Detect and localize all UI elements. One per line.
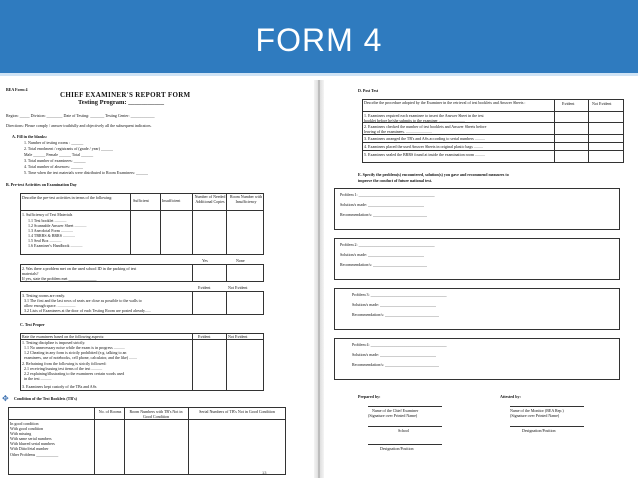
problem-3: Problem 3: ______________________________________: [352, 292, 447, 297]
recommendation-3: Recommendation/s: ___________________________: [352, 312, 439, 317]
post-item: leaving of the examinees. ..........................: [364, 129, 432, 134]
solution-1: Solution/s made: ____________________________: [340, 202, 424, 207]
solution-2: Solution/s made: ____________________________: [340, 252, 424, 257]
test-proper-item: 1.1 No unnecessary noise while the exam is in progress ...........: [24, 345, 125, 350]
blank-4: 4. Total number of absences: ______: [24, 164, 83, 169]
cond-header-serial: Serial Numbers of TB's Not in Good Condition: [199, 409, 275, 414]
blank-1: 1. Number of testing rooms : ______: [24, 140, 84, 145]
problem-q: 2. Was there a problem met on the used school ID in the packing of test: [22, 266, 137, 271]
page-number: 13: [262, 470, 267, 475]
not-evident-header: Not Evident: [228, 285, 248, 290]
solution-3: Solution/s made: ____________________________: [352, 302, 436, 307]
problem-2: Problem 2: ______________________________________: [340, 242, 435, 247]
test-proper-item: in the test ...........: [24, 376, 52, 381]
designation-left: Designation/Position: [380, 446, 414, 451]
post-evident: Evident: [562, 101, 575, 106]
rooms-q: 3. Testing rooms are ready.: [22, 293, 66, 298]
school-label: School: [398, 428, 410, 433]
test-proper-item: 1. Testing discipline is imposed strictly.: [22, 340, 86, 345]
test-proper-item: 2.1 receiving/issuing test items of the test ...........: [24, 366, 103, 371]
pretest-header-copies: Number of Needed Additional Copies: [194, 194, 226, 204]
directions: Directions: Please comply / answer truthfully and objectively all the subsequent indicators.: [6, 123, 152, 128]
test-proper-item: examinees, use of notebooks, cell phone, calculator, and the like) ........: [24, 355, 138, 360]
rooms-q: 3.2 Lists of Examinees at the door of each Testing Room are posted already......: [24, 308, 151, 313]
section-e-cont: improve the conduct of future national test.: [358, 178, 432, 183]
pretest-header-insufficient: Insufficient: [162, 198, 181, 203]
solution-4: Solution/s made: ____________________________: [352, 352, 436, 357]
slide-title: FORM 4: [255, 22, 383, 58]
problem-q: If yes, state the problem met ______________: [22, 276, 97, 281]
blank-5: 5. Time when the test materials were distributed to Room Examiners: ______: [24, 170, 148, 175]
pretest-item: 1.5 Seal Box ............: [28, 238, 62, 243]
section-e: E. Specify the problem(s) encountered, solution(s) you gave and recommend measures to: [358, 172, 509, 177]
section-d: D. Post Test: [358, 88, 379, 93]
post-item: 2. Examiners checked the number of test booklets and Answer Sheets before: [364, 124, 487, 129]
cond-row: In good condition: [10, 421, 39, 426]
test-proper-header: Rate the examinees based on the following aspects:: [22, 334, 105, 339]
post-test-header: Describe the procedure adopted by the Examiner in the retrieval of test booklets and Answer Sheets :: [364, 100, 526, 105]
pretest-item: 1. Sufficiency of Test Materials: [22, 212, 73, 217]
blank-3: 3. Total number of examinees: ______: [24, 158, 86, 163]
tp-not-evident: Not Evident: [228, 334, 248, 339]
post-item: 1. Examiners required each examinee to insert the Answer Sheet in the test: [364, 113, 484, 118]
table-move-handle-icon[interactable]: ✥: [2, 394, 9, 403]
post-item: 5. Examiners sealed the BRRS found at inside the examination room ..........: [364, 152, 486, 157]
form-title: CHIEF EXAMINER'S REPORT FORM: [60, 91, 191, 99]
recommendation-4: Recommendation/s: ___________________________: [352, 362, 439, 367]
monitor-signature: (Signature over Printed Name): [510, 413, 560, 418]
problem-q: materials?: [22, 271, 39, 276]
prepared-by: Prepared by:: [358, 394, 381, 399]
test-proper-item: 1.2 Cheating in any form is strictly prohibited (e.g. talking to an: [24, 350, 127, 355]
problem-4: Problem 4: ______________________________________: [352, 342, 447, 347]
region-line: Region: _____ Division: ________ Date of Testing: _______ Testing Center: ____________: [6, 113, 155, 118]
blank-2b: Male ______ Female ______ Total ______: [24, 152, 94, 157]
cond-header-rooms: No. of Rooms: [98, 409, 122, 414]
test-proper-item: 3. Examiners kept custody of the TBs and ASs: [22, 384, 97, 389]
section-b: B. Pre-test Activities on Examination Day: [6, 182, 77, 187]
yes-header: Yes: [202, 258, 208, 263]
test-proper-item: 2. Refraining from the following is strictly followed:: [22, 361, 107, 366]
slide-banner: [0, 0, 638, 76]
cond-row: With Ditto/fetal number: [10, 446, 49, 451]
pretest-header-desc: Describe the pre-test activities in terms of the following:: [22, 195, 113, 200]
cond-row: With missing: [10, 431, 32, 436]
banner-divider: [0, 73, 638, 76]
pretest-item: 1.3 Anecdotal Form ............: [28, 228, 73, 233]
rooms-q: 3.1 The first and the last rows of seats are close as possible to the walls to: [24, 298, 142, 303]
cond-row: With same serial numbers: [10, 436, 52, 441]
recommendation-1: Recommendation/s: ___________________________: [340, 212, 427, 217]
none-header: None: [236, 258, 245, 263]
pretest-item: 1.2 Scannable Answer Sheet ............: [28, 223, 87, 228]
cond-row: Other Problems ___________: [10, 452, 59, 457]
rooms-q: allow enough space. ..................: [24, 303, 76, 308]
condition-title: Condition of the Test Booklets (TB's): [14, 396, 78, 401]
blank-2: 2. Total enrolment / registrants of (grade / year) ______: [24, 146, 113, 151]
evident-header: Evident: [198, 285, 211, 290]
designation-right: Designation/Position: [522, 428, 556, 433]
problem-1: Problem 1: ______________________________________: [340, 192, 435, 197]
form-label: BEA Form 4: [6, 87, 28, 92]
monitor-name: Name of the Monitor (BEA Rep.): [510, 408, 564, 413]
left-form-page: [0, 80, 314, 478]
section-a: A. Fill in the blanks:: [12, 134, 48, 139]
post-item: booklet before he/she submits to the examiner ..........................: [364, 118, 465, 123]
pretest-header-room: Room Number with Insufficiency: [230, 194, 262, 204]
pretest-item: 1.6 Examiner's Handbook ............: [28, 243, 83, 248]
tp-evident: Evident: [198, 334, 211, 339]
cond-row: With blurred serial numbers: [10, 441, 55, 446]
post-item: 4. Examiners placed the used Answer Sheets in original plastic bags .........: [364, 144, 483, 149]
chief-examiner-signature: (Signature over Printed Name): [368, 413, 418, 418]
pretest-item: 1.1 Test booklet ............: [28, 218, 67, 223]
post-item: 3. Examiners arranged the TB's and ASs according to serial numbers ..........: [364, 136, 485, 141]
pretest-item: 1.4 TBRRS & BRRS ............: [28, 233, 75, 238]
pretest-header-sufficient: Sufficient: [133, 198, 149, 203]
post-not-evident: Not Evident: [592, 101, 612, 106]
cond-header-room-numbers: Room Numbers with TB's Not in Good Condition: [129, 409, 183, 419]
section-c: C. Test Proper: [20, 322, 45, 327]
page-gutter: [314, 80, 324, 478]
recommendation-2: Recommendation/s: ___________________________: [340, 262, 427, 267]
test-proper-item: 2.2 explaining/illustrating to the examinees certain words used: [24, 371, 125, 376]
testing-program: Testing Program: ___________: [78, 99, 164, 106]
cond-row: With good condition: [10, 426, 43, 431]
right-form-page: [324, 80, 638, 478]
chief-examiner-name: Name of the Chief Examiner: [372, 408, 419, 413]
attested-by: Attested by:: [500, 394, 521, 399]
